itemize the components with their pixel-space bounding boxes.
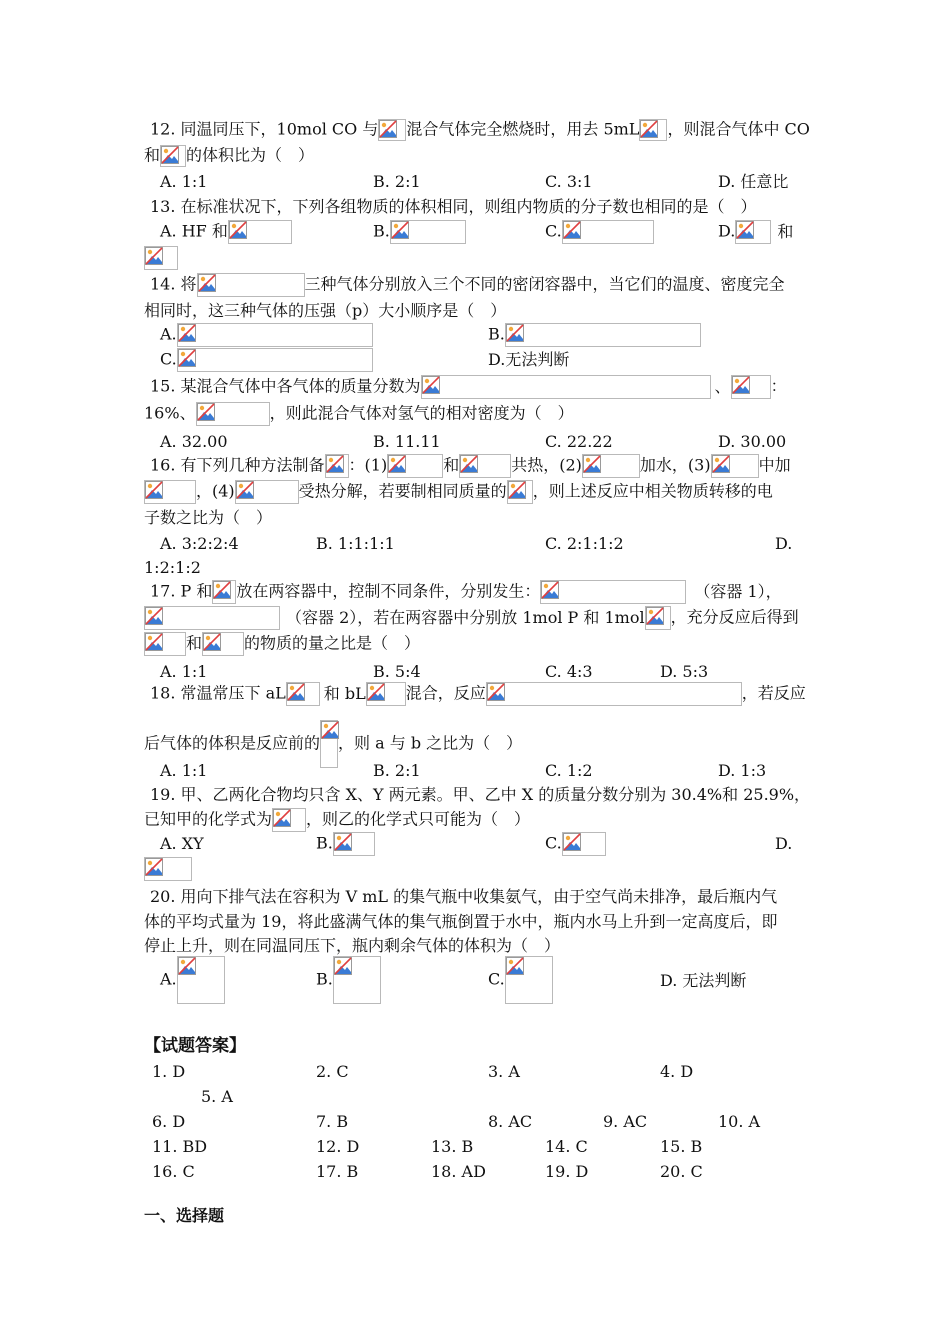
answer-item: 17. B	[316, 1162, 359, 1181]
q19-option-d: D.	[775, 834, 793, 853]
q20-option-b: B.	[316, 956, 381, 1004]
broken-image-icon	[421, 375, 711, 399]
broken-image-icon	[144, 632, 186, 656]
broken-image-icon	[562, 220, 654, 244]
broken-image-icon	[735, 220, 771, 244]
q16-option-d: D.	[775, 534, 793, 553]
broken-image-icon	[333, 956, 381, 1004]
answer-item: 5. A	[201, 1087, 233, 1106]
q18-line1: 18. 常温常压下 aL 和 bL 混合，反应 ，若反应	[150, 682, 806, 706]
broken-image-icon	[144, 857, 192, 881]
q18-option-d: D. 1:3	[718, 761, 767, 780]
q16-option-a: A. 3:2:2:4	[160, 534, 239, 553]
answer-item: 14. C	[545, 1137, 588, 1156]
broken-image-icon	[325, 454, 349, 478]
broken-image-icon	[177, 956, 225, 1004]
q19-option-d-cont	[144, 857, 192, 881]
answer-item: 19. D	[545, 1162, 589, 1181]
broken-image-icon	[177, 323, 373, 347]
q14-option-d: D.无法判断	[488, 350, 570, 369]
answer-item: 4. D	[660, 1062, 694, 1081]
answer-item: 6. D	[152, 1112, 186, 1131]
broken-image-icon	[333, 832, 375, 856]
q20-option-c: C.	[488, 956, 553, 1004]
broken-image-icon	[144, 606, 280, 630]
q14-option-b: B.	[488, 323, 701, 347]
q20-option-d: D. 无法判断	[660, 971, 747, 990]
q19-line2: 已知甲的化学式为 ，则乙的化学式只可能为（ ）	[144, 808, 530, 832]
broken-image-icon	[320, 720, 338, 768]
q18-option-b: B. 2:1	[373, 761, 421, 780]
broken-image-icon	[582, 454, 640, 478]
q20-option-a: A.	[160, 956, 225, 1004]
q16-option-c: C. 2:1:1:2	[545, 534, 624, 553]
q15-line1: 15. 某混合气体中各气体的质量分数为 、 ：	[150, 375, 787, 399]
q12-line2: 和 的体积比为（ ）	[144, 145, 314, 167]
answer-item: 16. C	[152, 1162, 195, 1181]
broken-image-icon	[390, 220, 466, 244]
broken-image-icon	[228, 220, 292, 244]
answers-heading: 【试题答案】	[144, 1036, 246, 1056]
q17-option-d: D. 5:3	[660, 662, 709, 681]
broken-image-icon	[540, 580, 686, 604]
q14-line2: 相同时，这三种气体的压强（p）大小顺序是（ ）	[144, 301, 507, 320]
q13-option-a: A. HF 和	[160, 220, 292, 244]
q19-option-a: A. XY	[160, 834, 204, 853]
q18-option-a: A. 1:1	[160, 761, 208, 780]
q13-line1: 13. 在标准状况下，下列各组物质的体积相同，则组内物质的分子数也相同的是（ ）	[150, 197, 757, 216]
q17-option-a: A. 1:1	[160, 662, 208, 681]
q19-line1: 19. 甲、乙两化合物均只含 X、Y 两元素。甲、乙中 X 的质量分数分别为 30.4%和 25.9%，	[150, 785, 811, 804]
q13-option-c: C.	[545, 220, 654, 244]
broken-image-icon	[286, 682, 320, 706]
q15-option-d: D. 30.00	[718, 432, 787, 451]
q16-option-b: B. 1:1:1:1	[316, 534, 395, 553]
broken-image-icon	[505, 956, 553, 1004]
q13-option-d: D. 和	[718, 220, 793, 244]
q13-option-b: B.	[373, 220, 466, 244]
q14-option-a: A.	[160, 323, 373, 347]
answer-item: 10. A	[718, 1112, 761, 1131]
broken-image-icon	[144, 246, 178, 270]
q15-option-a: A. 32.00	[160, 432, 228, 451]
q12-option-a: A. 1:1	[160, 172, 208, 191]
broken-image-icon	[507, 480, 533, 504]
broken-image-icon	[505, 323, 701, 347]
q20-line2: 体的平均式量为 19，将此盛满气体的集气瓶倒置于水中，瓶内水马上升到一定高度后，即	[144, 912, 778, 931]
broken-image-icon	[177, 348, 373, 372]
broken-image-icon	[144, 480, 196, 504]
broken-image-icon	[378, 119, 406, 141]
section-heading: 一、选择题	[144, 1206, 225, 1225]
broken-image-icon	[639, 119, 667, 141]
q15-line2: 16%、 ，则此混合气体对氢气的相对密度为（ ）	[144, 402, 574, 426]
q18-option-c: C. 1:2	[545, 761, 593, 780]
answer-item: 7. B	[316, 1112, 349, 1131]
broken-image-icon	[196, 402, 270, 426]
q12-option-d: D. 任意比	[718, 172, 789, 191]
q17-line2: （容器 2），若在两容器中分别放 1mol P 和 1mol ，充分反应后得到	[144, 606, 799, 630]
q17-option-c: C. 4:3	[545, 662, 593, 681]
q17-option-b: B. 5:4	[373, 662, 421, 681]
broken-image-icon	[197, 273, 305, 297]
broken-image-icon	[562, 832, 606, 856]
answer-item: 1. D	[152, 1062, 186, 1081]
q19-option-b: B.	[316, 832, 375, 856]
q16-line1: 16. 有下列几种方法制备 ：(1) 和 共热，(2) 加水，(3) 中加	[150, 454, 791, 478]
answer-item: 20. C	[660, 1162, 703, 1181]
answer-item: 18. AD	[431, 1162, 486, 1181]
q20-line1: 20. 用向下排气法在容积为 V mL 的集气瓶中收集氨气，由于空气尚未排净，最后瓶内气	[150, 887, 778, 906]
answer-item: 15. B	[660, 1137, 703, 1156]
q16-option-d-value: 1:2:1:2	[144, 558, 201, 577]
broken-image-icon	[731, 375, 771, 399]
broken-image-icon	[486, 682, 742, 706]
q12-option-b: B. 2:1	[373, 172, 421, 191]
answer-item: 11. BD	[152, 1137, 208, 1156]
q19-option-c: C.	[545, 832, 606, 856]
answer-item: 3. A	[488, 1062, 520, 1081]
q18-line2: 后气体的体积是反应前的 ，则 a 与 b 之比为（ ）	[144, 720, 522, 768]
q12-line1: 12. 同温同压下，10mol CO 与 混合气体完全燃烧时，用去 5mL ，则混合气体中 CO	[150, 119, 810, 141]
answer-item: 2. C	[316, 1062, 349, 1081]
q15-option-b: B. 11.11	[373, 432, 441, 451]
q20-line3: 停止上升，则在同温同压下，瓶内剩余气体的体积为（ ）	[144, 936, 561, 955]
q16-line3: 子数之比为（ ）	[144, 508, 273, 527]
broken-image-icon	[645, 606, 671, 630]
broken-image-icon	[387, 454, 443, 478]
broken-image-icon	[459, 454, 511, 478]
q17-line3: 和 的物质的量之比是（ ）	[144, 632, 420, 656]
answer-item: 8. AC	[488, 1112, 533, 1131]
q14-option-c: C.	[160, 348, 373, 372]
q12-option-c: C. 3:1	[545, 172, 593, 191]
q14-line1: 14. 将 三种气体分别放入三个不同的密闭容器中，当它们的温度、密度完全	[150, 273, 785, 297]
broken-image-icon	[212, 580, 236, 604]
broken-image-icon	[160, 145, 186, 167]
broken-image-icon	[272, 808, 306, 832]
q17-line1: 17. P 和 放在两容器中，控制不同条件，分别发生： （容器 1），	[150, 580, 782, 604]
answer-item: 12. D	[316, 1137, 360, 1156]
answer-item: 9. AC	[603, 1112, 648, 1131]
q15-option-c: C. 22.22	[545, 432, 613, 451]
broken-image-icon	[366, 682, 406, 706]
answer-item: 13. B	[431, 1137, 474, 1156]
q16-line2: ，(4) 受热分解，若要制相同质量的 ，则上述反应中相关物质转移的电	[144, 480, 773, 504]
broken-image-icon	[711, 454, 759, 478]
broken-image-icon	[202, 632, 244, 656]
q13-option-d-cont	[144, 246, 178, 270]
broken-image-icon	[235, 480, 299, 504]
